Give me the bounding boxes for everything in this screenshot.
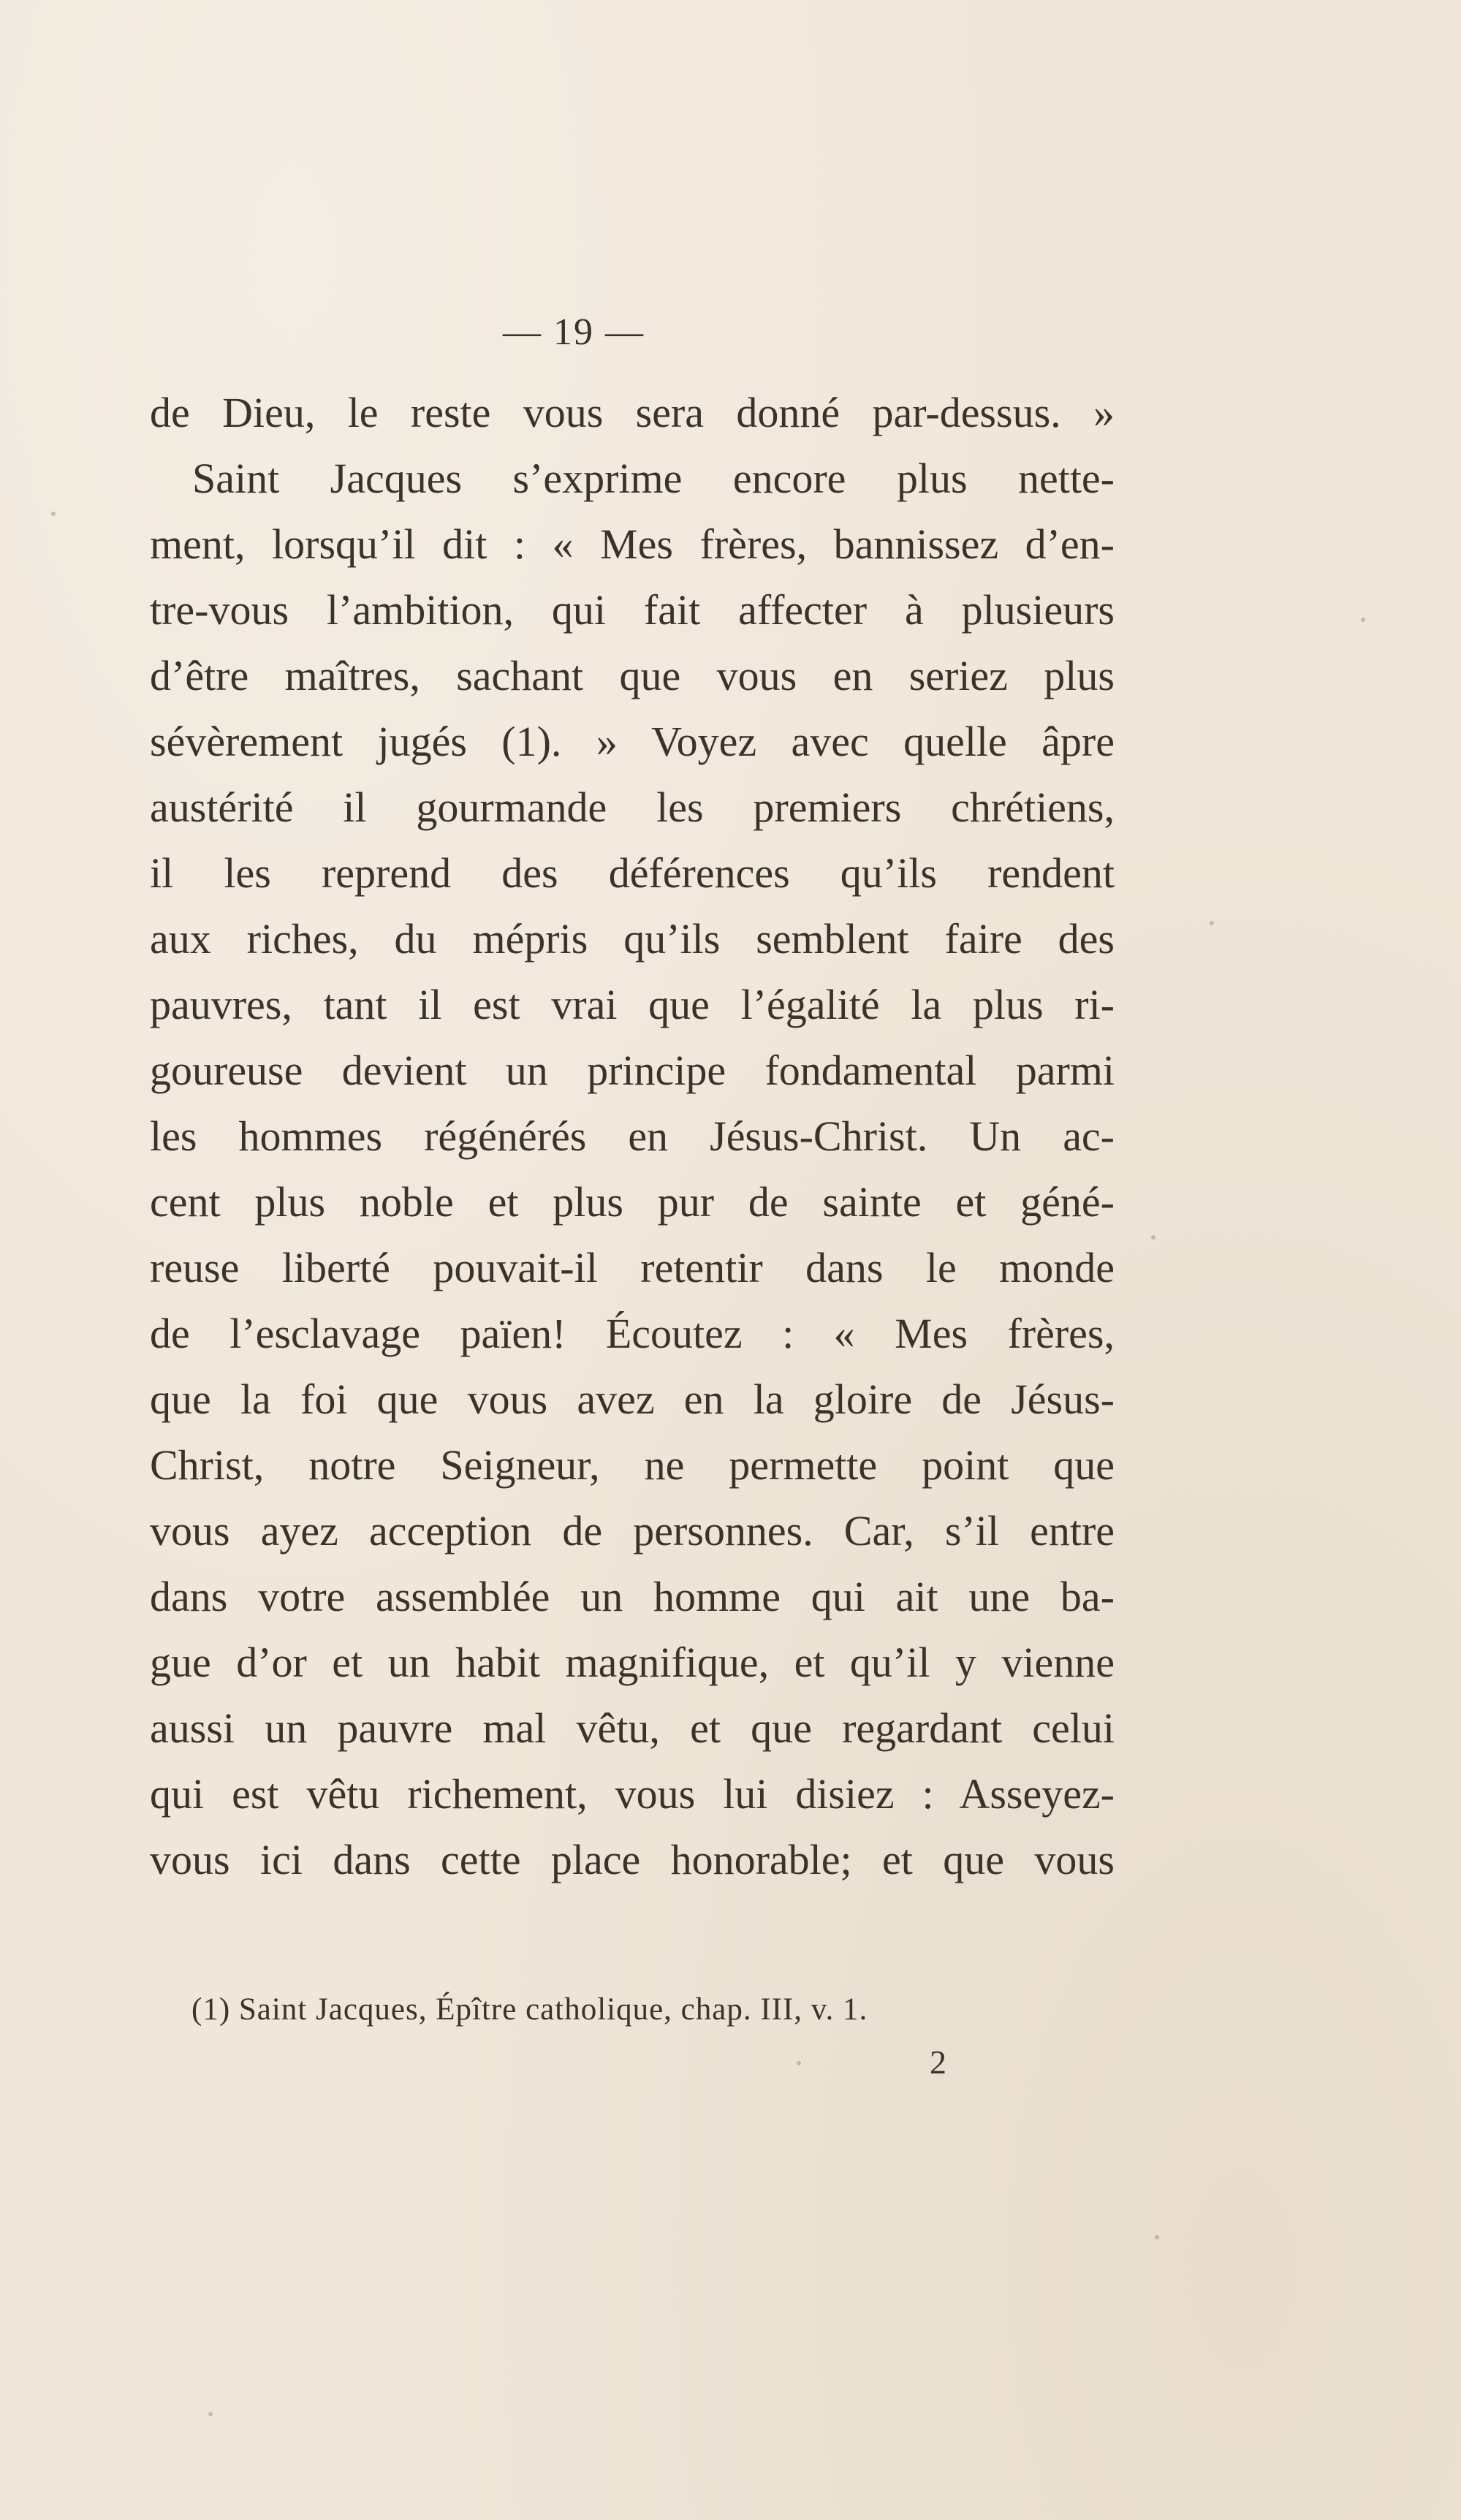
text-line: sévèrement jugés (1). » Voyez avec quelle âpre xyxy=(150,718,1115,765)
text-line: Christ, notre Seigneur, ne permette point que xyxy=(150,1441,1115,1489)
text-line: de Dieu, le reste vous sera donné par-dessus. » xyxy=(150,389,1115,436)
text-line: les hommes régénérés en Jésus-Christ. Un ac- xyxy=(150,1112,1115,1160)
paper-speck xyxy=(1155,2235,1159,2239)
paper-speck xyxy=(1151,1235,1155,1240)
signature-mark: 2 xyxy=(930,2043,946,2081)
paper-speck xyxy=(797,2061,801,2065)
text-line: ment, lorsqu’il dit : « Mes frères, bannissez d’en- xyxy=(150,520,1115,568)
text-line: vous ici dans cette place honorable; et que vous xyxy=(150,1836,1115,1883)
page-number-header: — 19 — xyxy=(503,311,645,353)
text-line: pauvres, tant il est vrai que l’égalité la plus ri- xyxy=(150,981,1115,1028)
text-line: gue d’or et un habit magnifique, et qu’il y vienne xyxy=(150,1639,1115,1686)
text-line: d’être maîtres, sachant que vous en seriez plus xyxy=(150,652,1115,699)
text-line: aux riches, du mépris qu’ils semblent faire des xyxy=(150,915,1115,963)
text-line: tre-vous l’ambition, qui fait affecter à plusieurs xyxy=(150,586,1115,634)
text-line: austérité il gourmande les premiers chrétiens, xyxy=(150,783,1115,831)
text-line: Saint Jacques s’exprime encore plus nette- xyxy=(192,455,1115,502)
text-line: aussi un pauvre mal vêtu, et que regardant celui xyxy=(150,1704,1115,1752)
text-line: de l’esclavage païen! Écoutez : « Mes frères, xyxy=(150,1310,1115,1357)
paper-speck xyxy=(208,2412,213,2416)
text-line: goureuse devient un principe fondamental parmi xyxy=(150,1047,1115,1094)
text-line: qui est vêtu richement, vous lui disiez : Asseyez- xyxy=(150,1770,1115,1818)
text-line: dans votre assemblée un homme qui ait une ba- xyxy=(150,1573,1115,1620)
text-line: il les reprend des déférences qu’ils rendent xyxy=(150,849,1115,897)
text-line: vous ayez acception de personnes. Car, s’il entre xyxy=(150,1507,1115,1555)
footnote: (1) Saint Jacques, Épître catholique, chap. III, v. 1. xyxy=(191,1992,868,2027)
paper-speck xyxy=(1361,618,1365,622)
paper-speck xyxy=(1210,921,1214,925)
body-text xyxy=(150,380,1115,1893)
text-line: que la foi que vous avez en la gloire de Jésus- xyxy=(150,1375,1115,1423)
paper-speck xyxy=(51,512,56,516)
text-line: cent plus noble et plus pur de sainte et géné- xyxy=(150,1178,1115,1226)
text-line: reuse liberté pouvait-il retentir dans le monde xyxy=(150,1244,1115,1291)
